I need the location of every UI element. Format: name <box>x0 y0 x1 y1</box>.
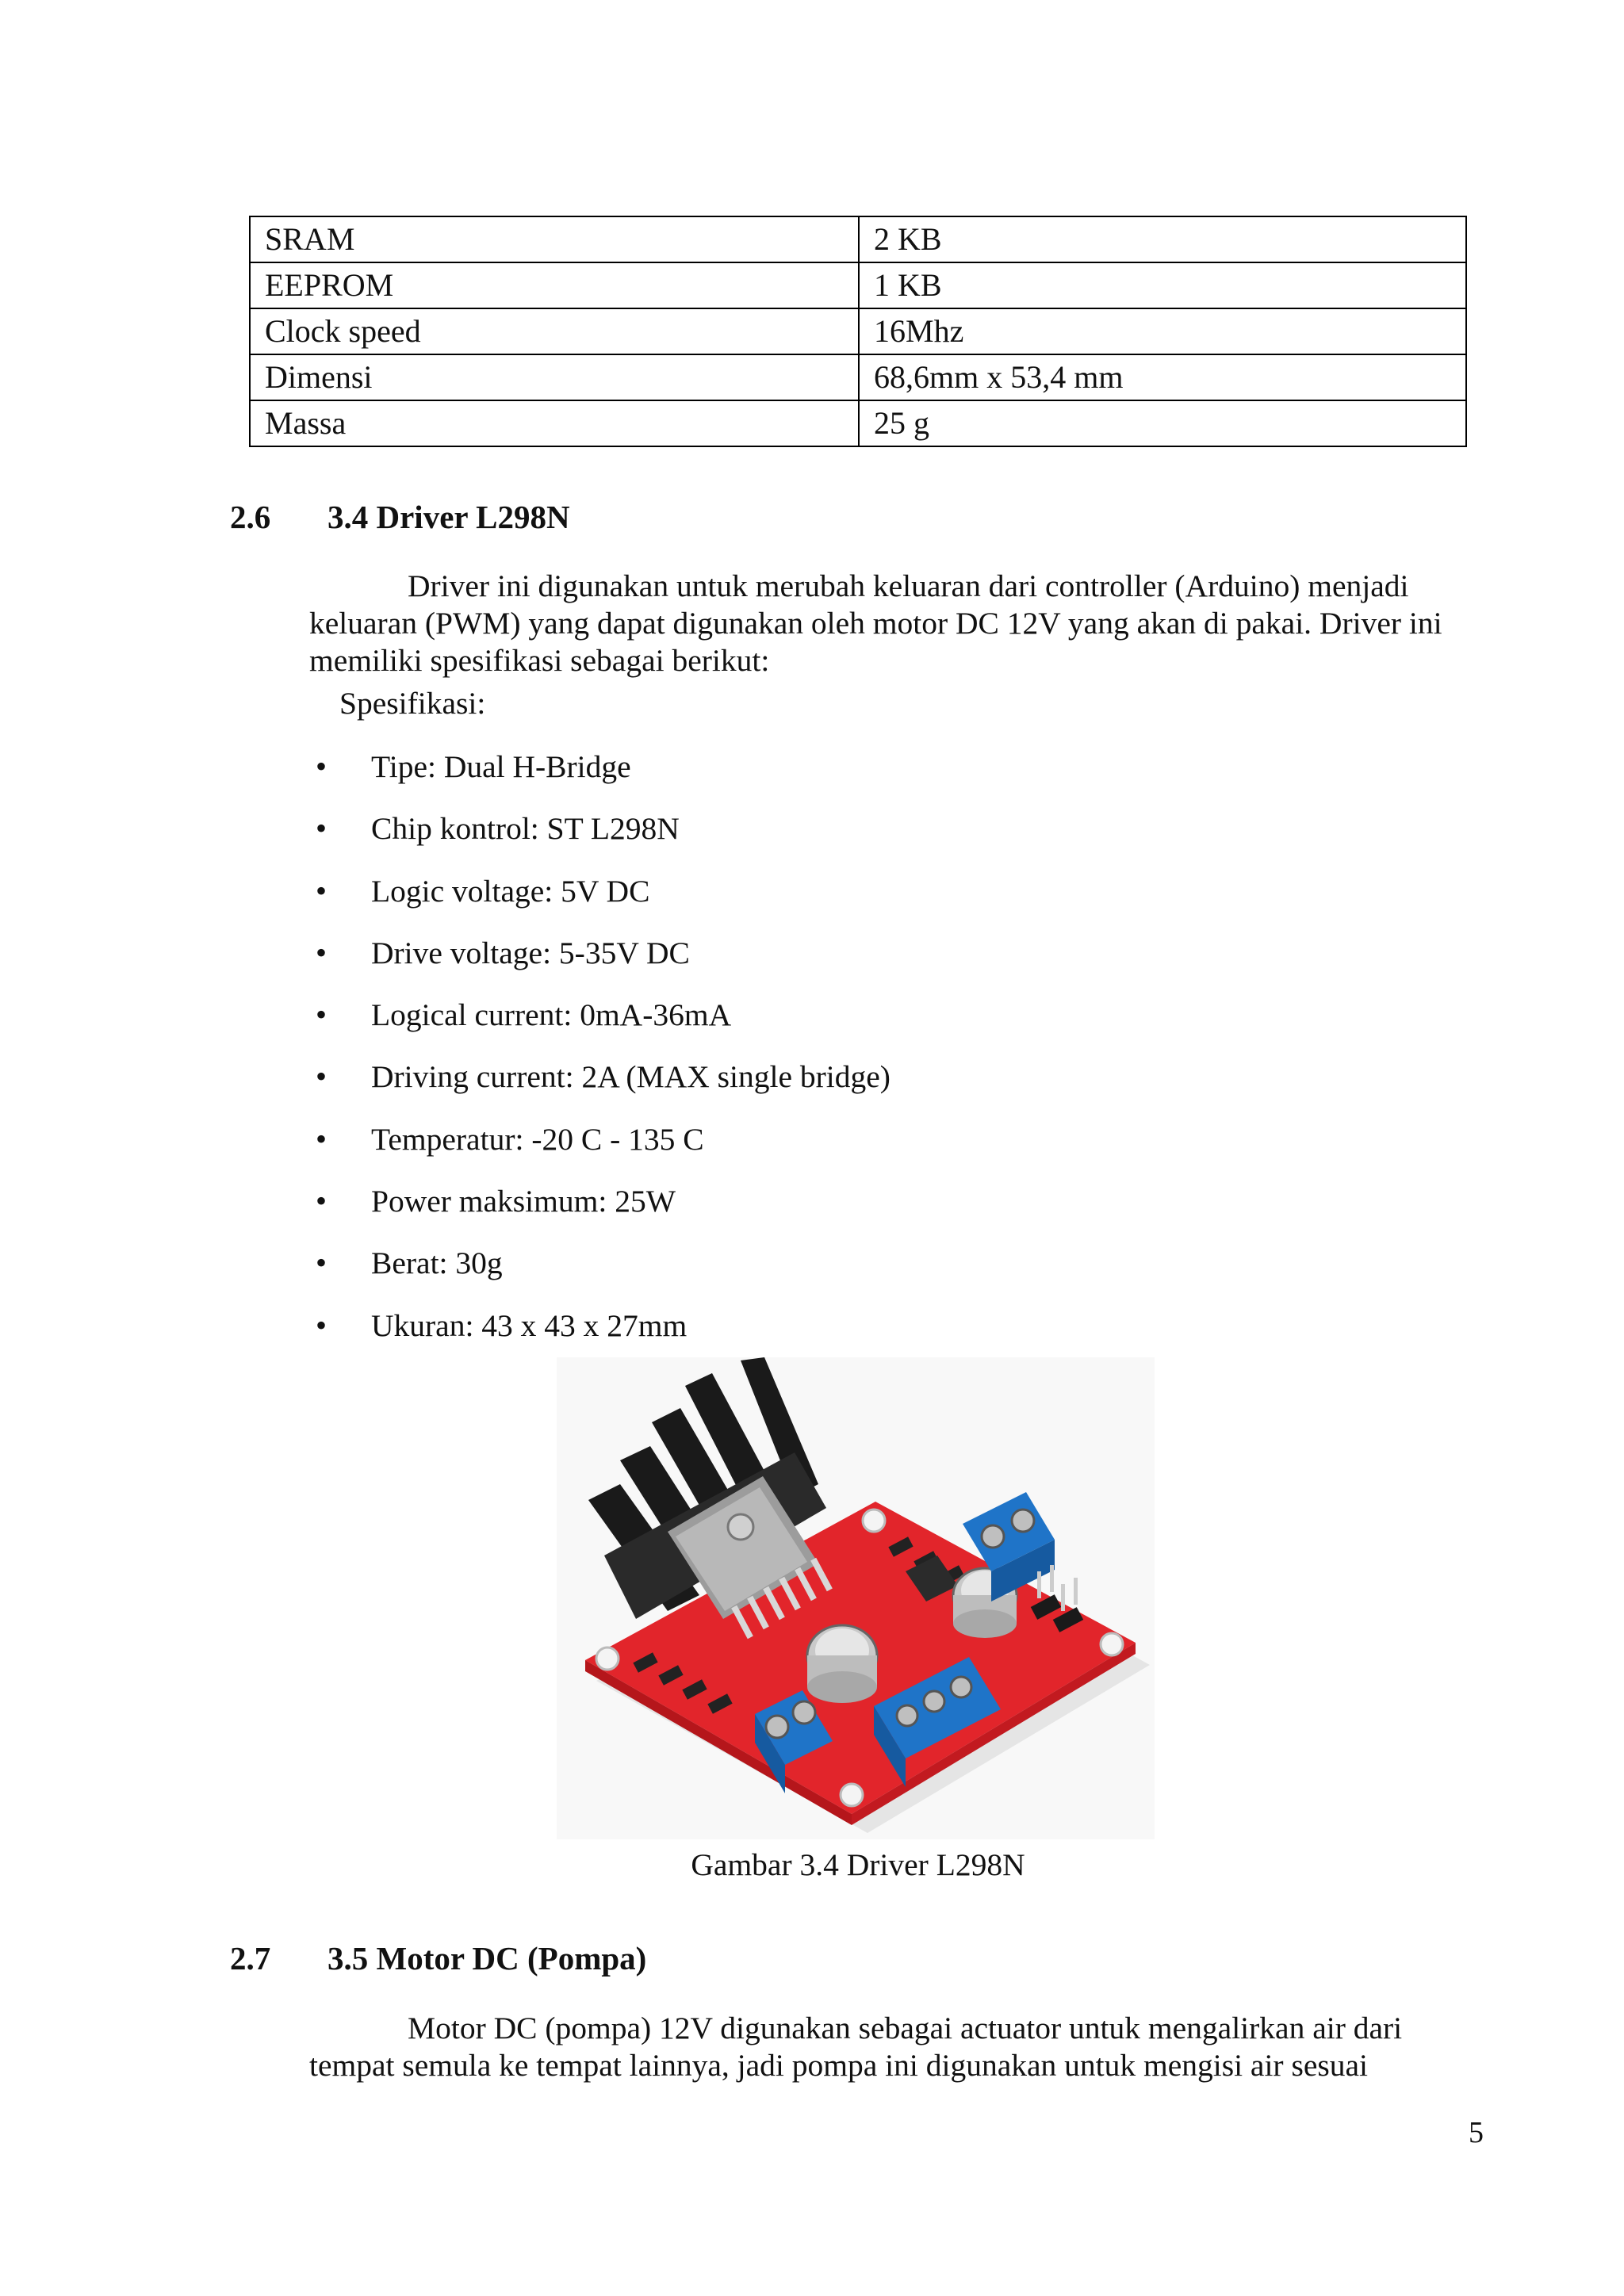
list-item: • Power maksimum: 25W <box>309 1180 891 1242</box>
section-number: 2.7 <box>230 1940 271 1976</box>
motor-paragraph <box>309 2010 1467 2084</box>
table-cell-key: SRAM <box>250 216 859 262</box>
table-cell-value: 68,6mm x 53,4 mm <box>859 354 1466 400</box>
bullet-icon: • <box>316 997 327 1033</box>
spec-table <box>249 216 1467 447</box>
l298n-board-illustration <box>557 1357 1155 1839</box>
section-heading-motor <box>230 1939 646 1977</box>
list-item: • Ukuran: 43 x 43 x 27mm <box>309 1304 891 1366</box>
table-cell-key: Dimensi <box>250 354 859 400</box>
table-cell-key: EEPROM <box>250 262 859 308</box>
list-item: • Logic voltage: 5V DC <box>309 870 891 932</box>
list-item: • Tipe: Dual H-Bridge <box>309 745 891 807</box>
table-row <box>250 216 1466 262</box>
page-number: 5 <box>1469 2116 1484 2149</box>
list-item: • Chip kontrol: ST L298N <box>309 807 891 869</box>
bullet-icon: • <box>316 748 327 784</box>
bullet-icon: • <box>316 1307 327 1343</box>
bullet-icon: • <box>316 810 327 847</box>
table-cell-value: 2 KB <box>859 216 1466 262</box>
spec-label: Spesifikasi: <box>339 686 486 721</box>
list-item: • Drive voltage: 5-35V DC <box>309 932 891 993</box>
table-row <box>250 400 1466 446</box>
figure-caption: Gambar 3.4 Driver L298N <box>691 1847 1025 1882</box>
bullet-icon: • <box>316 934 327 970</box>
table-row <box>250 354 1466 400</box>
spec-bullet-list <box>309 745 891 1366</box>
mounting-hole-icon <box>863 1510 885 1532</box>
list-item: • Driving current: 2A (MAX single bridge) <box>309 1055 891 1117</box>
list-item: • Logical current: 0mA-36mA <box>309 993 891 1055</box>
capacitor-icon <box>807 1625 877 1703</box>
mounting-hole-icon <box>1101 1633 1123 1655</box>
mounting-hole-icon <box>841 1784 863 1806</box>
bullet-icon: • <box>316 1245 327 1281</box>
driver-board-image <box>557 1357 1155 1839</box>
section-number: 2.6 <box>230 499 271 535</box>
table-row <box>250 308 1466 354</box>
list-item: • Temperatur: -20 C - 135 C <box>309 1118 891 1180</box>
driver-paragraph <box>309 568 1467 679</box>
mounting-hole-icon <box>596 1647 619 1670</box>
table-cell-value: 1 KB <box>859 262 1466 308</box>
section-heading-driver <box>230 498 570 536</box>
bullet-icon: • <box>316 1058 327 1095</box>
list-item: • Berat: 30g <box>309 1242 891 1303</box>
table-row <box>250 262 1466 308</box>
section-title: 3.4 Driver L298N <box>327 499 570 535</box>
table-cell-key: Massa <box>250 400 859 446</box>
bullet-icon: • <box>316 1183 327 1219</box>
bullet-icon: • <box>316 1120 327 1157</box>
table-cell-key: Clock speed <box>250 308 859 354</box>
bullet-icon: • <box>316 872 327 909</box>
motor-paragraph-text: Motor DC (pompa) 12V digunakan sebagai actuator untuk mengalirkan air dari tempat semula ke tempat lainnya, jadi pompa ini digunakan untuk mengisi air sesuai <box>309 2011 1403 2083</box>
table-cell-value: 25 g <box>859 400 1466 446</box>
table-cell-value: 16Mhz <box>859 308 1466 354</box>
driver-paragraph-text: Driver ini digunakan untuk merubah keluaran dari controller (Arduino) menjadi keluaran (PWM) yang dapat digunakan oleh motor DC 12V yang akan di pakai. Driver ini memiliki spesifikasi sebagai berikut: <box>309 568 1442 678</box>
section-title: 3.5 Motor DC (Pompa) <box>327 1940 647 1976</box>
